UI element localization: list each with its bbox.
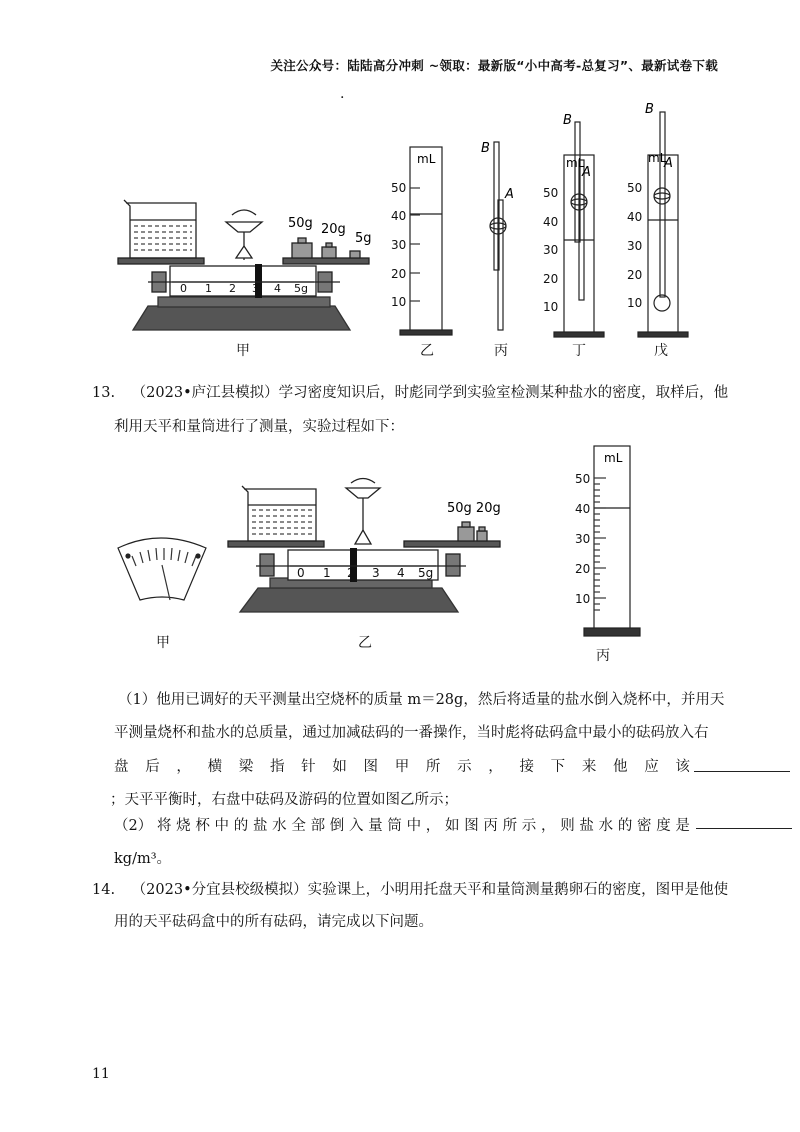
cylinder-tick: 50 <box>543 186 559 200</box>
spread-word: 示 <box>521 818 537 834</box>
label-A-wu: A <box>664 156 673 171</box>
spread-word: 将 <box>156 818 172 834</box>
spread-word: 盐 <box>579 818 594 834</box>
cylinder-tick: 30 <box>391 238 407 252</box>
scale-tick: 4 <box>274 282 281 295</box>
cylinder-tick: 30 <box>543 243 559 257</box>
scale-tick: 2 <box>229 282 236 295</box>
label-B-ding: B <box>563 113 572 128</box>
spread-word: 如 <box>332 759 347 775</box>
cylinder-tick: 30 <box>627 239 643 253</box>
cylinder-tick: 20 <box>627 268 643 282</box>
spread-word: 针 <box>301 759 316 775</box>
spread-word: 的 <box>233 818 249 834</box>
answer-blank-2[interactable] <box>696 828 792 829</box>
cylinder-tick: 40 <box>543 215 559 229</box>
cylinder-bing-ticks <box>575 472 590 606</box>
spread-word: 所 <box>502 818 518 834</box>
spread-word: 盐 <box>252 818 268 834</box>
spread-word: 下 <box>550 759 566 775</box>
spread-word: 图 <box>363 759 378 775</box>
spread-word: 示 <box>457 759 472 775</box>
scale-tick: 0 <box>297 566 305 580</box>
spread-word: 水 <box>598 818 614 834</box>
spread-word: 来 <box>581 759 597 775</box>
spread-word: 密 <box>637 818 652 834</box>
scale-tick: 1 <box>323 566 331 580</box>
q13-p1-line2: 平测量烧杯和盐水的总质量，通过加减砝码的一番操作，当时彪将砝码盒中最小的砝码放入右 <box>114 725 709 741</box>
spread-word: 水 <box>272 818 287 834</box>
cylinder-tick: 30 <box>575 532 591 546</box>
spread-word: 是 <box>675 818 690 834</box>
cylinder-ding-unit: mL <box>566 156 585 170</box>
spread-word: 横 <box>207 759 223 775</box>
cylinder-tick: 50 <box>627 181 643 195</box>
spread-word: 应 <box>644 759 659 775</box>
q13-p1-line4: ；天平平衡时，右盘中砝码及游码的位置如图乙所示； <box>110 792 458 808</box>
cylinder-wu-unit: mL <box>648 151 667 165</box>
spread-word: 量 <box>368 818 383 834</box>
label-B-bing: B <box>481 141 490 156</box>
cylinder-tick: 20 <box>543 272 559 286</box>
q14-text1: （2023•分宜县校级模拟）实验课上，小明用托盘天平和量筒测量鹅卵石的密度，图甲是他使 <box>131 882 729 898</box>
cylinder-tick: 20 <box>391 267 407 281</box>
scale-tick: 2 <box>347 566 355 580</box>
spread-word: 指 <box>269 759 285 775</box>
weights-50g-20g-label: 50g 20g <box>447 501 501 516</box>
caption-bing: 丙 <box>494 343 508 359</box>
spread-word: 图 <box>464 818 479 834</box>
spread-word: ， <box>425 818 441 834</box>
q13-p1-line3 <box>114 757 744 777</box>
q13-p1-line3-words <box>114 757 690 777</box>
balance-yi-figure <box>228 479 500 613</box>
spread-word: 中 <box>214 818 230 834</box>
cylinder-tick: 50 <box>391 181 407 195</box>
caption-wu: 戊 <box>654 343 668 359</box>
spread-word: 如 <box>444 818 460 834</box>
q14-line2: 用的天平砝码盒中的所有砝码，请完成以下问题。 <box>114 914 433 930</box>
cylinder-bing-unit: mL <box>604 451 623 465</box>
q14-number: 14. <box>92 882 116 898</box>
scale-tick: 5g <box>294 282 308 295</box>
cylinder-tick: 50 <box>575 472 591 486</box>
spread-word: 杯 <box>195 818 210 834</box>
spread-word: 丙 <box>483 818 498 834</box>
cylinder-tick: 10 <box>391 295 407 309</box>
spread-word: 全 <box>291 818 306 834</box>
spread-word: 入 <box>348 818 364 834</box>
spread-word: ， <box>541 818 556 834</box>
spread-word: 后 <box>145 759 160 775</box>
spread-word: 筒 <box>387 818 402 834</box>
cylinder-tick: 40 <box>575 502 591 516</box>
cylinder-tick: 10 <box>627 296 643 310</box>
scale-tick: 0 <box>180 282 187 295</box>
caption-13-bing: 丙 <box>596 648 610 664</box>
weight-50g-label: 50g <box>288 216 313 231</box>
spread-word: 梁 <box>238 759 254 775</box>
caption-jia: 甲 <box>236 343 250 359</box>
header-dot: . <box>340 86 345 102</box>
spread-word: （2） <box>114 818 153 834</box>
caption-yi: 乙 <box>420 343 434 359</box>
spread-word: 甲 <box>394 759 410 775</box>
cylinder-yi-unit: mL <box>417 152 436 166</box>
spread-word: 烧 <box>176 818 191 834</box>
spread-word: ， <box>488 759 503 775</box>
cylinder-tick: 10 <box>543 300 559 314</box>
spread-word: 所 <box>425 759 441 775</box>
spread-word: 接 <box>519 759 534 775</box>
spread-word: 他 <box>613 759 628 775</box>
cylinder-bing-figure <box>584 446 640 636</box>
scale-tick: 3 <box>372 566 380 580</box>
scale-tick: 5g <box>418 566 434 580</box>
page-number: 11 <box>92 1066 110 1082</box>
answer-blank-1[interactable] <box>694 771 790 772</box>
spread-word: 则 <box>560 818 575 834</box>
q14-line1 <box>92 880 729 900</box>
label-A-ding: A <box>582 165 591 180</box>
caption-13-jia: 甲 <box>156 635 170 651</box>
scale-tick: 4 <box>397 566 405 580</box>
spread-word: 倒 <box>329 818 345 834</box>
q13-p2-line1-words <box>114 816 690 836</box>
q13-p2-line1 <box>114 816 744 836</box>
cylinder-tick: 40 <box>627 210 643 224</box>
cylinder-tick: 10 <box>575 592 591 606</box>
spread-word: 度 <box>656 818 671 834</box>
header-note: 关注公众号：陆陆高分冲刺 ~领取：最新版“小中高考-总复习”、最新试卷下载 <box>270 58 718 73</box>
spread-word: 的 <box>617 818 633 834</box>
q13-p2-unit: kg/m³。 <box>114 851 172 867</box>
caption-ding: 丁 <box>572 343 586 359</box>
q13-text1: （2023•庐江县模拟）学习密度知识后，时彪同学到实验室检测某种盐水的密度，取样后，他 <box>131 385 729 401</box>
label-B-wu: B <box>645 102 654 117</box>
spread-word: 部 <box>310 818 326 834</box>
spread-word: ， <box>176 759 191 775</box>
q13-number: 13. <box>92 385 116 401</box>
scale-tick: 3 <box>252 282 259 295</box>
scale-tick: 1 <box>205 282 212 295</box>
q13-line2: 利用天平和量筒进行了测量，实验过程如下： <box>114 419 404 435</box>
cylinder-tick: 20 <box>575 562 591 576</box>
cylinder-tick: 40 <box>391 209 407 223</box>
spread-word: 盘 <box>114 759 129 775</box>
q13-p1-line1: （1）他用已调好的天平测量出空烧杯的质量 m＝28g，然后将适量的盐水倒入烧杯中，并用天 <box>118 692 725 708</box>
caption-13-yi: 乙 <box>358 635 372 651</box>
spread-word: 该 <box>675 759 690 775</box>
label-A-bing: A <box>505 187 514 202</box>
weight-20g-label: 20g <box>321 222 346 237</box>
weight-5g-label: 5g <box>355 231 372 246</box>
spread-word: 中 <box>406 818 422 834</box>
pointer-dial-jia <box>118 538 206 600</box>
